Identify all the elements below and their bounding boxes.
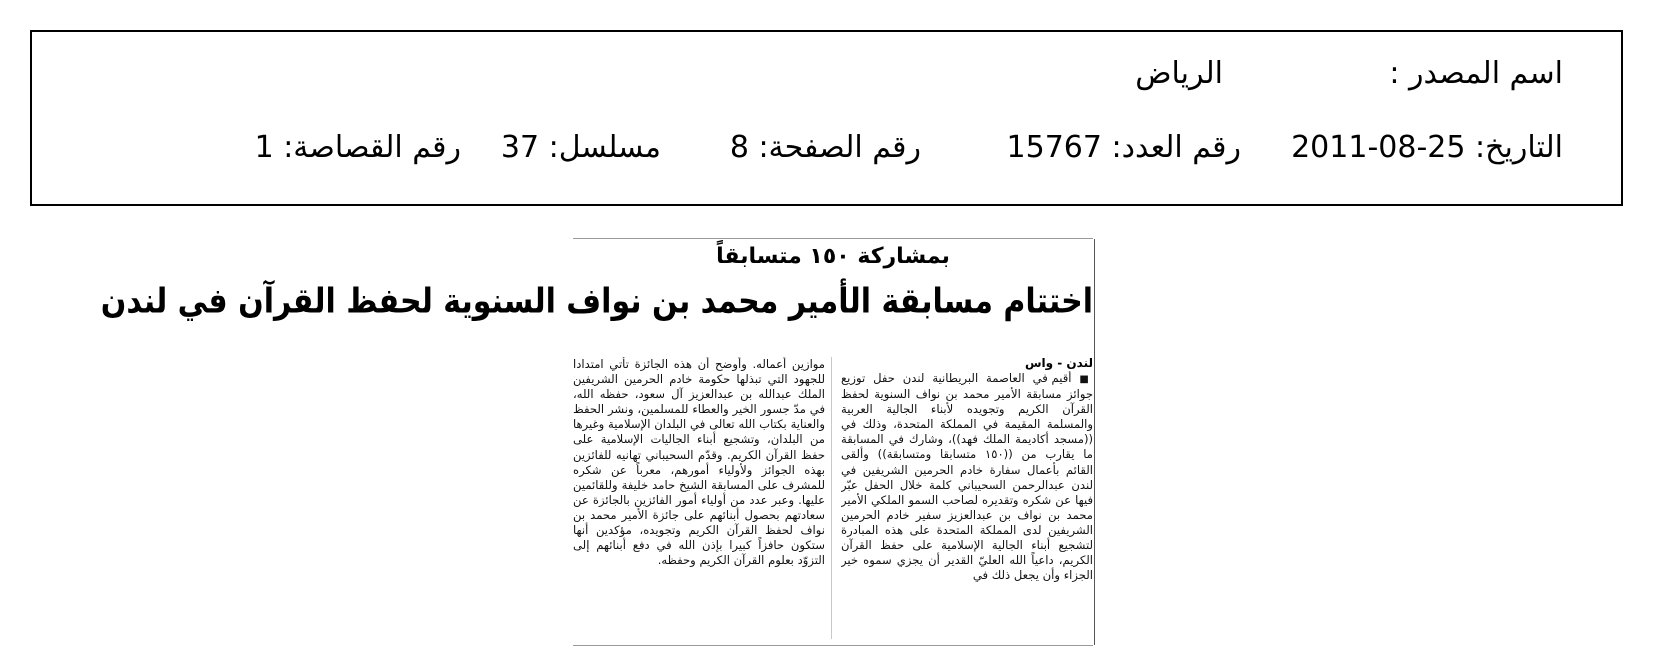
page-number-field: رقم الصفحة: 8	[729, 130, 921, 165]
article-column-right	[841, 371, 1093, 643]
issue-number-field: رقم العدد: 15767	[1006, 130, 1241, 165]
bullet-square-icon: ■	[1079, 374, 1093, 385]
source-value: الرياض	[1135, 56, 1223, 91]
column-divider	[831, 357, 832, 639]
date-field: التاريخ: 25-08-2011	[1291, 130, 1563, 165]
article-column-right-text: أقيم في العاصمة البريطانية لندن حفل توزيع جوائز مسابقة الأمير محمد بن نواف السنوية لحفظ القرآن الكريم وتجويده لأبناء الجالية العربية والمسلمة المقيمة في المملكة المتحدة، وذلك في ((مسجد أكاديمة الملك فهد))، وشارك في المسابقة ما يقارب من ((١٥٠ متسابقا ومتسابقة)) وألقى القائم بأعمال سفارة خادم الحرمين الشريفين في لندن عبدالرحمن السحيباني كلمة خلال الحفل عبّر فيها عن شكره وتقديره لصاحب السمو الملكي الأمير محمد بن نواف بن عبدالعزيز سفير خادم الحرمين الشريفين لدى المملكة المتحدة على هذه المبادرة لتشجيع أبناء الجالية الإسلامية على حفظ القرآن الكريم، داعياً الله العليّ القدير أن يجزي سموه خير الجزاء وأن يجعل ذلك في	[841, 371, 1093, 583]
article-column-left	[573, 357, 825, 643]
newspaper-clipping	[100, 238, 1093, 646]
clip-number-field: رقم القصاصة: 1	[254, 130, 461, 165]
article-kicker: بمشاركة ١٥٠ متسابقاً	[716, 244, 950, 269]
serial-field: مسلسل: 37	[500, 130, 661, 165]
clipping-metadata-box	[30, 30, 1623, 206]
article-dateline: لندن - واس	[1024, 356, 1093, 370]
article-headline: اختتام مسابقة الأمير محمد بن نواف السنوية لحفظ القرآن في لندن	[100, 281, 1093, 322]
article-column-left-text: موازين أعماله. وأوضح أن هذه الجائزة تأتي امتدادا للجهود التي تبذلها حكومة خادم الحرمين الشريفين الملك عبدالله بن عبدالعزيز آل سعود، حفظه الله، في مدّ جسور الخير والعطاء للمسلمين، ونشر الحفظ والعناية بكتاب الله تعالى في البلدان الإسلامية وغيرها من البلدان، وتشجيع أبناء الجاليات الإسلامية على حفظ القرآن الكريم. وقدّم السحيباني تهانيه للفائزين بهذه الجوائز ولأولياء أمورهم، معرباً عن شكره للمشرف على المسابقة الشيخ حامد خليفة وللقائمين عليها. وعبر عدد من أولياء أمور الفائزين بالجائزة عن سعادتهم بحصول أبنائهم على جائزة الأمير محمد بن نواف لحفظ القرآن الكريم وتجويده، مؤكدين أنها ستكون حافزاً كبيرا بإذن الله في دفع أبنائهم إلى التزوّد بعلوم القرآن الكريم وحفظه.	[573, 357, 825, 568]
clipping-edge-rule	[1094, 239, 1095, 645]
source-label: اسم المصدر :	[1389, 56, 1563, 91]
